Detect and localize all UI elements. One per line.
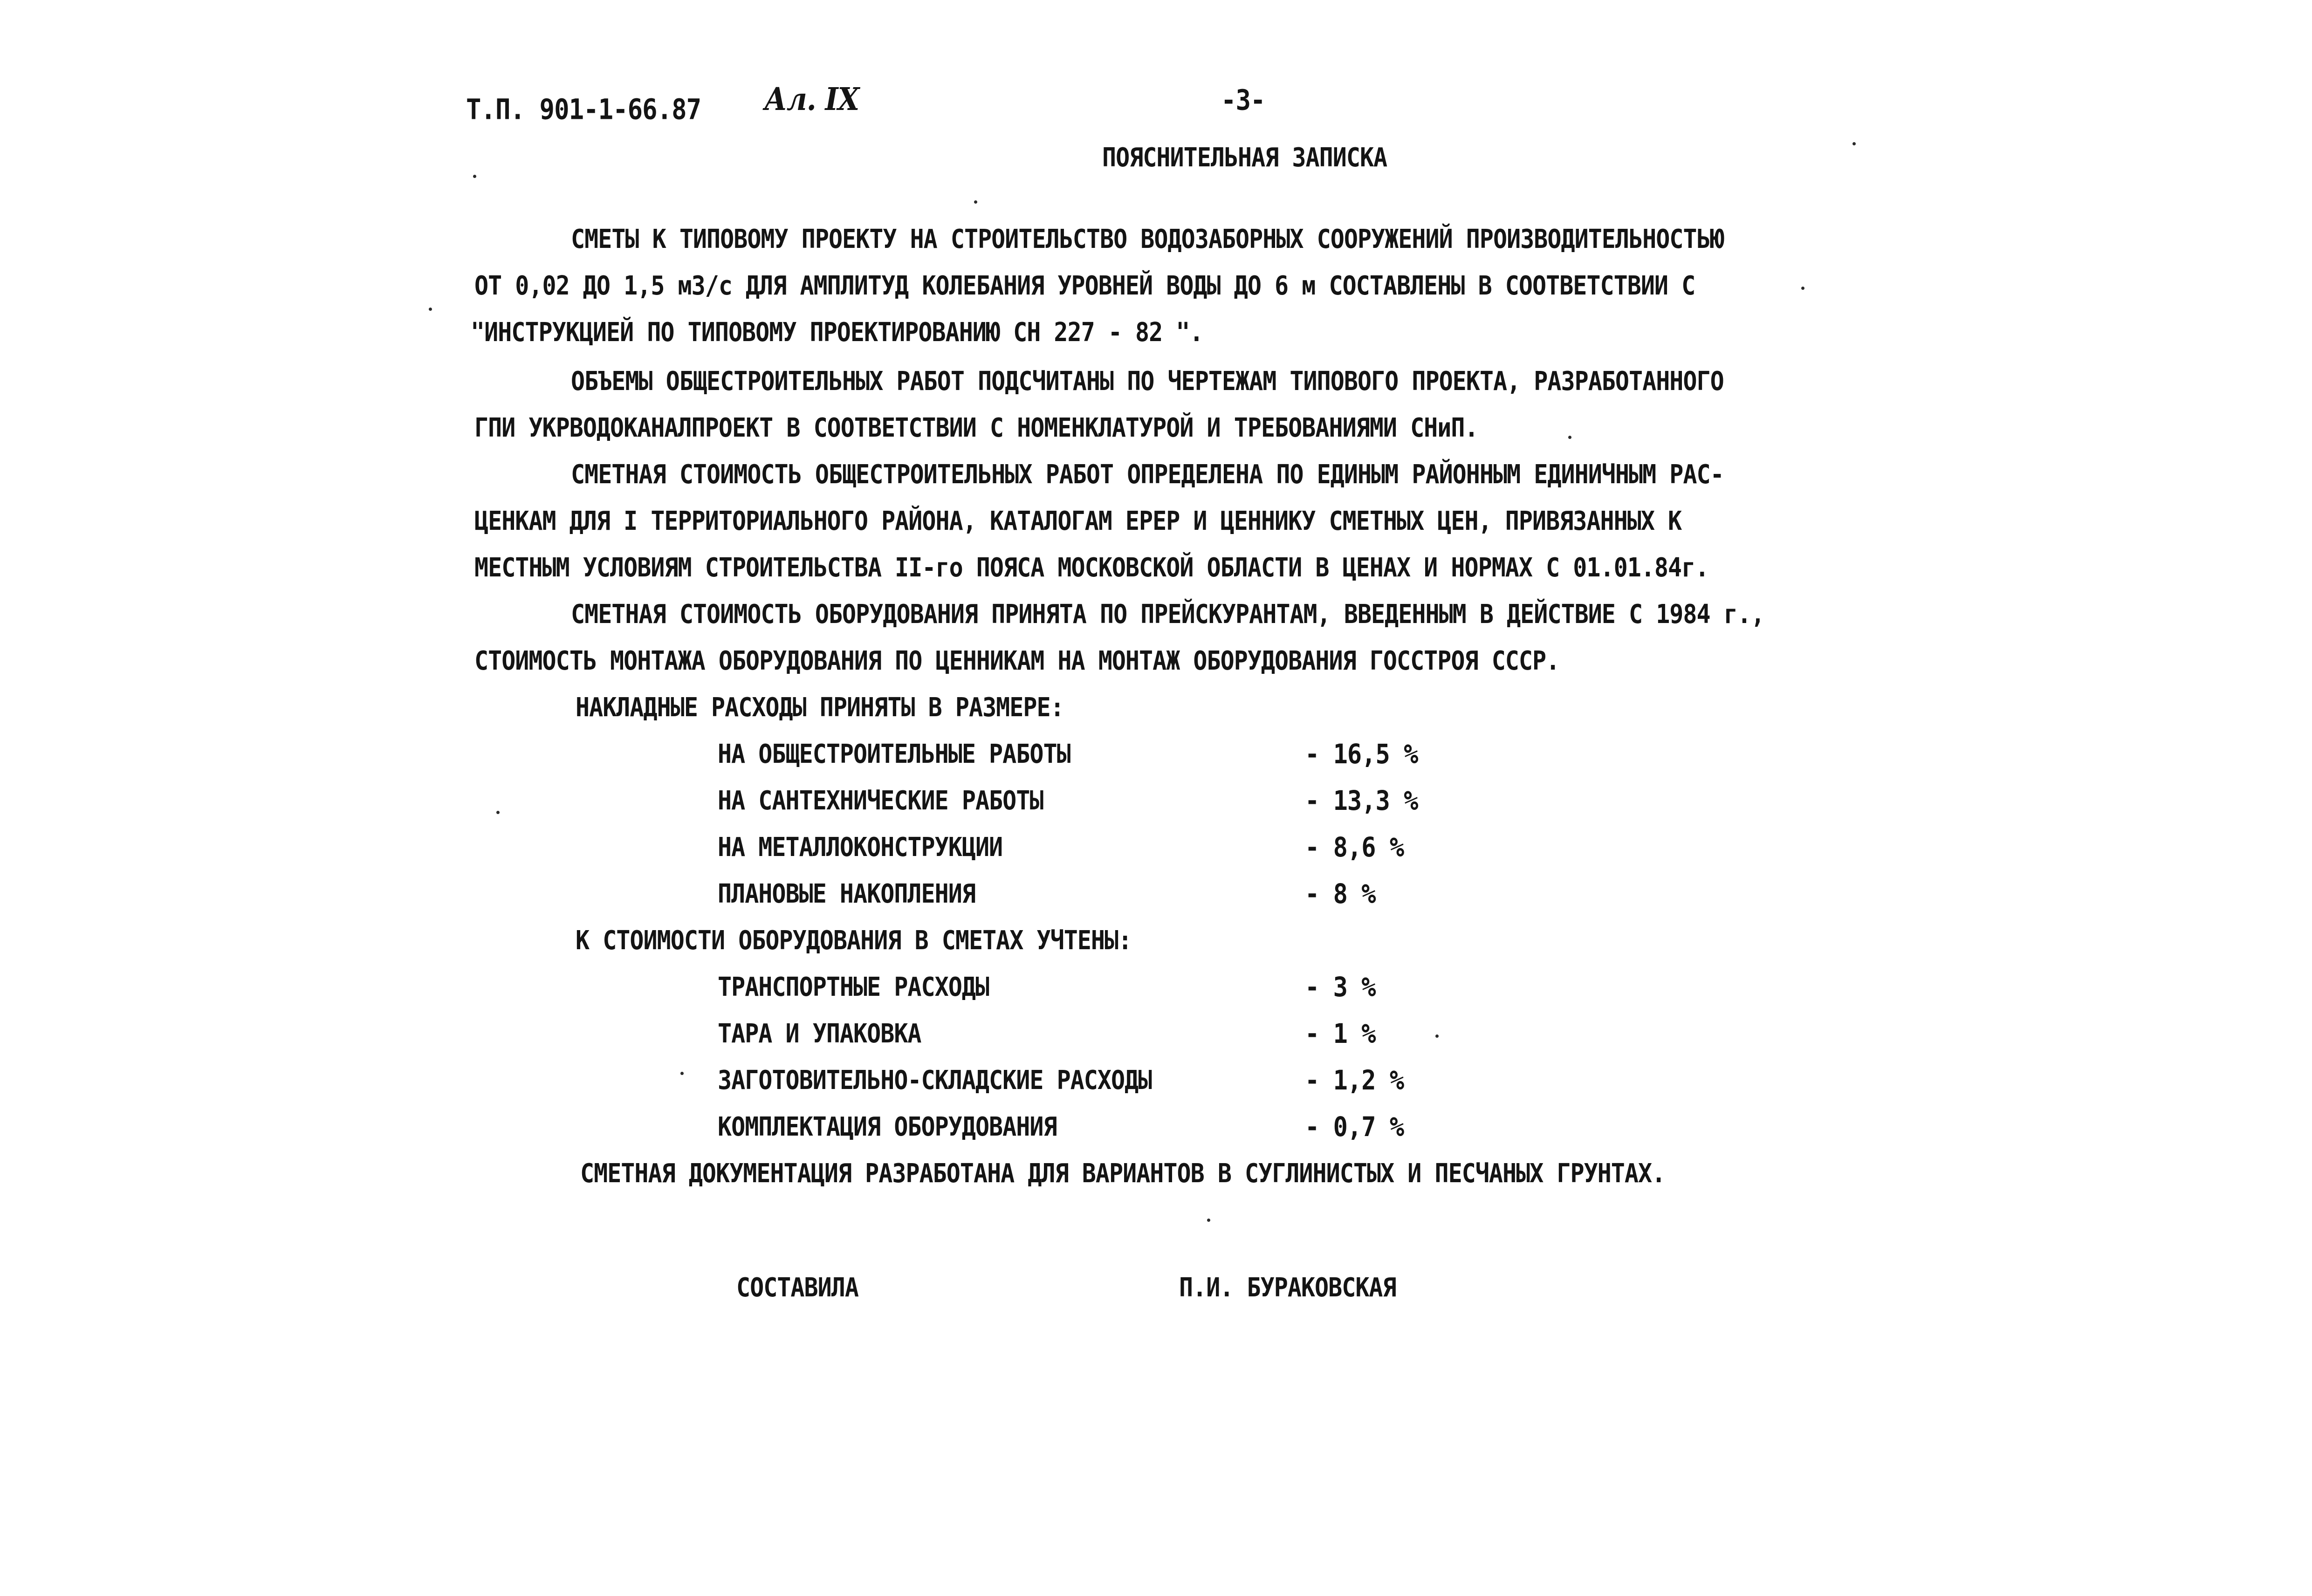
equipment-heading: К СТОИМОСТИ ОБОРУДОВАНИЯ В СМЕТАХ УЧТЕНЫ: [576, 925, 1132, 956]
paragraph-2-line-1: ОБЪЕМЫ ОБЩЕСТРОИТЕЛЬНЫХ РАБОТ ПОДСЧИТАНЫ ПО ЧЕРТЕЖАМ ТИПОВОГО ПРОЕКТА, РАЗРАБОТАННОГО [571, 366, 1724, 397]
scan-speck [1801, 287, 1804, 290]
paragraph-4-line-2: СТОИМОСТЬ МОНТАЖА ОБОРУДОВАНИЯ ПО ЦЕННИКАМ НА МОНТАЖ ОБОРУДОВАНИЯ ГОССТРОЯ СССР. [474, 645, 1560, 676]
equipment-item-label: ТРАНСПОРТНЫЕ РАСХОДЫ [718, 972, 989, 1002]
overhead-item-label: НА МЕТАЛЛОКОНСТРУКЦИИ [718, 832, 1003, 863]
scan-speck [680, 1072, 684, 1075]
overhead-item-value: - 16,5 % [1305, 739, 1418, 770]
scan-speck [473, 175, 476, 178]
paragraph-2-line-2: ГПИ УКРВОДОКАНАЛПРОЕКТ В СООТВЕТСТВИИ С НОМЕНКЛАТУРОЙ И ТРЕБОВАНИЯМИ СНиП. [474, 412, 1478, 443]
equipment-item-label: ТАРА И УПАКОВКА [718, 1018, 921, 1049]
overhead-item-value: - 13,3 % [1305, 785, 1418, 817]
equipment-item-value: - 1,2 % [1305, 1065, 1404, 1096]
overhead-item-label: ПЛАНОВЫЕ НАКОПЛЕНИЯ [718, 878, 975, 909]
overhead-item-label: НА САНТЕХНИЧЕСКИЕ РАБОТЫ [718, 785, 1043, 816]
scan-speck [429, 308, 432, 311]
paragraph-1-line-1: СМЕТЫ К ТИПОВОМУ ПРОЕКТУ НА СТРОИТЕЛЬСТВО ВОДОЗАБОРНЫХ СООРУЖЕНИЙ ПРОИЗВОДИТЕЛЬНОСТЬЮ [571, 224, 1724, 254]
overhead-item-value: - 8 % [1305, 878, 1376, 910]
paragraph-3-line-3: МЕСТНЫМ УСЛОВИЯМ СТРОИТЕЛЬСТВА II-го ПОЯСА МОСКОВСКОЙ ОБЛАСТИ В ЦЕНАХ И НОРМАХ С 01.01.84г. [474, 552, 1709, 583]
overhead-item-value: - 8,6 % [1305, 832, 1404, 863]
scan-speck [1852, 142, 1856, 145]
paragraph-1-line-2: ОТ 0,02 ДО 1,5 м3/с ДЛЯ АМПЛИТУД КОЛЕБАНИЯ УРОВНЕЙ ВОДЫ ДО 6 м СОСТАВЛЕНЫ В СООТВЕТСТВИИ С [474, 270, 1695, 301]
equipment-item-label: ЗАГОТОВИТЕЛЬНО-СКЛАДСКИЕ РАСХОДЫ [718, 1065, 1152, 1096]
scan-speck [1207, 1219, 1210, 1222]
scan-speck [496, 811, 500, 814]
paragraph-1-line-3: "ИНСТРУКЦИЕЙ ПО ТИПОВОМУ ПРОЕКТИРОВАНИЮ СН 227 - 82 ". [471, 317, 1203, 348]
paragraph-3-line-2: ЦЕНКАМ ДЛЯ I ТЕРРИТОРИАЛЬНОГО РАЙОНА, КАТАЛОГАМ ЕРЕР И ЦЕННИКУ СМЕТНЫХ ЦЕН, ПРИВЯЗАННЫХ К [474, 506, 1682, 536]
equipment-item-value: - 1 % [1305, 1018, 1376, 1050]
signature-name: П.И. БУРАКОВСКАЯ [1179, 1272, 1396, 1303]
scan-speck [974, 200, 977, 204]
paragraph-3-line-1: СМЕТНАЯ СТОИМОСТЬ ОБЩЕСТРОИТЕЛЬНЫХ РАБОТ ОПРЕДЕЛЕНА ПО ЕДИНЫМ РАЙОННЫМ ЕДИНИЧНЫМ РАС- [571, 459, 1724, 490]
document-code: Т.П. 901-1-66.87 [466, 93, 701, 126]
equipment-item-value: - 0,7 % [1305, 1111, 1404, 1143]
sheet-handwritten-mark: Ал. IX [764, 81, 859, 118]
paragraph-4-line-1: СМЕТНАЯ СТОИМОСТЬ ОБОРУДОВАНИЯ ПРИНЯТА ПО ПРЕЙСКУРАНТАМ, ВВЕДЕННЫМ В ДЕЙСТВИЕ С 1984 г., [571, 599, 1765, 630]
overhead-item-label: НА ОБЩЕСТРОИТЕЛЬНЫЕ РАБОТЫ [718, 739, 1070, 769]
closing-statement: СМЕТНАЯ ДОКУМЕНТАЦИЯ РАЗРАБОТАНА ДЛЯ ВАРИАНТОВ В СУГЛИНИСТЫХ И ПЕСЧАНЫХ ГРУНТАХ. [580, 1158, 1666, 1189]
equipment-item-label: КОМПЛЕКТАЦИЯ ОБОРУДОВАНИЯ [718, 1111, 1057, 1142]
signature-label: СОСТАВИЛА [736, 1272, 858, 1303]
scan-speck [1568, 436, 1571, 439]
page-number: -3- [1221, 83, 1265, 116]
document-title: ПОЯСНИТЕЛЬНАЯ ЗАПИСКА [1102, 142, 1387, 173]
equipment-item-value: - 3 % [1305, 972, 1376, 1003]
overhead-heading: НАКЛАДНЫЕ РАСХОДЫ ПРИНЯТЫ В РАЗМЕРЕ: [576, 692, 1064, 723]
scan-speck [1435, 1034, 1439, 1038]
